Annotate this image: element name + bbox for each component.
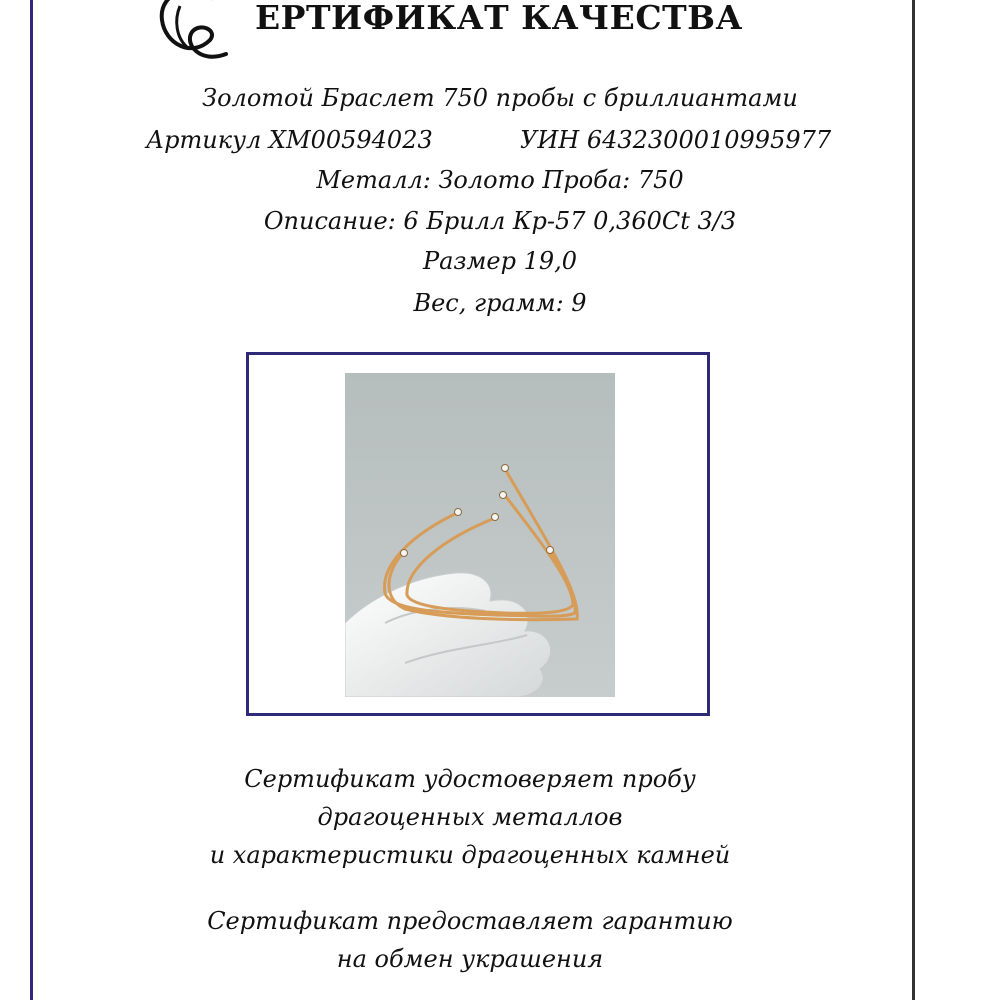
product-photo-frame [246,352,710,716]
monogram-logo [140,0,260,68]
certificate-title: ЕРТИФИКАТ КАЧЕСТВА [255,0,743,37]
statement-line-3: и характеристики драгоценных камней [209,841,731,869]
uin-number: УИН 6432300010995977 [520,126,832,154]
certificate-statement [0,760,940,874]
statement-line-2: драгоценных металлов [317,803,623,831]
guarantee-statement [0,902,940,978]
size: Размер 19,0 [422,247,578,275]
weight: Вес, грамм: 9 [413,289,587,317]
guarantee-line-2: на обмен украшения [336,945,604,973]
article-number: Артикул ХМ00594023 [146,126,433,154]
statement-line-1: Сертификат удостоверяет пробу [244,765,696,793]
bracelet-photo [345,373,615,697]
stone-description: Описание: 6 Брилл Кр-57 0,360Ct 3/3 [263,207,737,235]
product-name: Золотой Браслет 750 пробы с бриллиантами [202,84,798,112]
metal-assay: Металл: Золото Проба: 750 [316,166,684,194]
guarantee-line-1: Сертификат предоставляет гарантию [207,907,733,935]
